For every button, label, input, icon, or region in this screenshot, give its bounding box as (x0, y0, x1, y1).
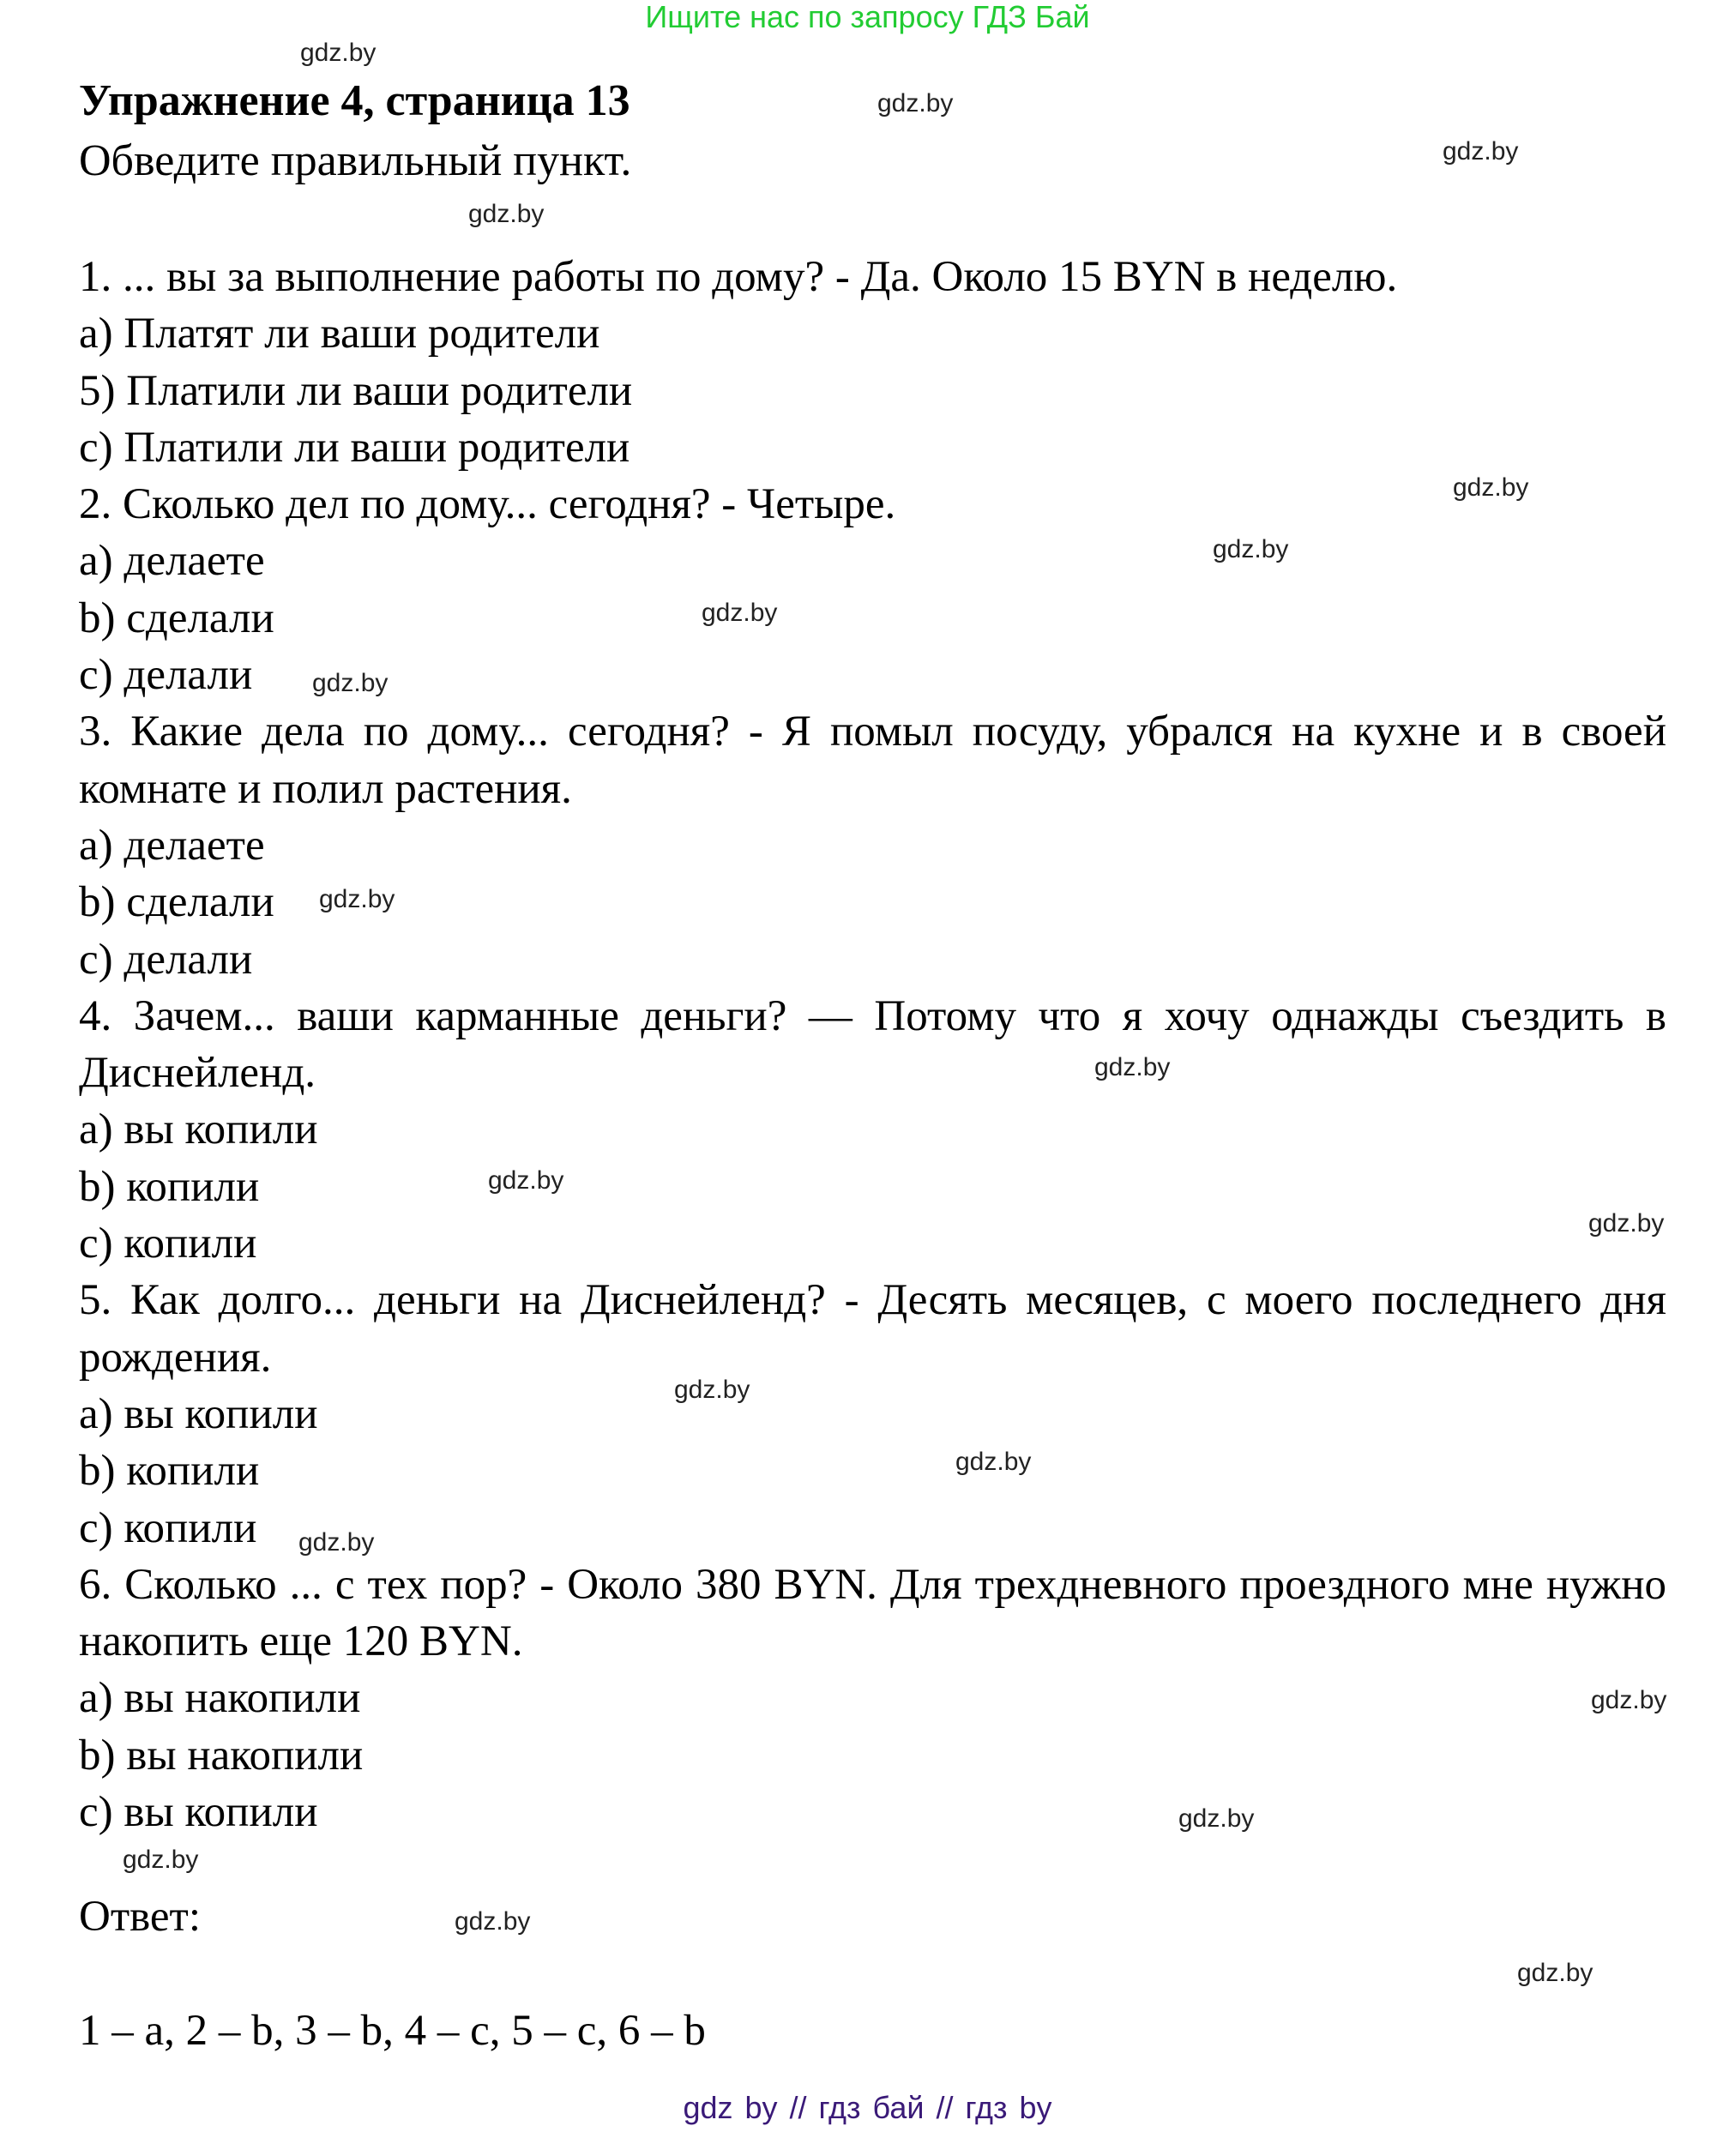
page-title: Упражнение 4, страница 13 (79, 76, 630, 125)
question-text: 6. Сколько ... с тех пор? - Около 380 BYN. Для трехдневного проездного мне нужно накопить еще 120 BYN. (79, 1560, 1666, 1666)
option-a: а) вы копили (79, 1389, 318, 1438)
watermark: gdz.by (1178, 1804, 1255, 1833)
option-c: с) копили (79, 1220, 257, 1268)
watermark: gdz.by (674, 1376, 750, 1404)
watermark: gdz.by (1213, 535, 1289, 563)
watermark: gdz.by (468, 200, 545, 228)
question-6 (79, 1557, 1666, 1840)
question-4 (79, 988, 1666, 1272)
option-b: b) сделали (79, 593, 274, 642)
question-text: 4. Зачем... ваши карманные деньги? — Потому что я хочу однажды съездить в Диснейленд. (79, 991, 1666, 1098)
option-b: b) копили (79, 1447, 260, 1496)
question-text: 2. Сколько дел по дому... сегодня? - Четыре. (79, 480, 896, 529)
watermark: gdz.by (488, 1166, 564, 1195)
watermark: gdz.by (877, 89, 954, 117)
watermark: gdz.by (1453, 473, 1529, 502)
watermark: gdz.by (1517, 1959, 1593, 1987)
question-5 (79, 1272, 1666, 1556)
question-text: 1. ... вы за выполнение работы по дому? - Да. Около 15 BYN в неделю. (79, 253, 1398, 301)
option-c: с) вы копили (79, 1788, 318, 1837)
option-c: с) делали (79, 935, 253, 984)
question-text: 5. Как долго... деньги на Диснейленд? - Десять месяцев, с моего последнего дня рождения. (79, 1276, 1666, 1382)
watermark: gdz.by (298, 1528, 375, 1557)
answer-label: Ответ: (79, 1893, 201, 1941)
option-c: с) Платили ли ваши родители (79, 423, 630, 472)
option-c: с) делали (79, 651, 253, 700)
option-a: а) делаете (79, 821, 265, 870)
watermark: gdz.by (312, 669, 389, 697)
answer-text: 1 – a, 2 – b, 3 – b, 4 – c, 5 – c, 6 – b (79, 2007, 706, 2055)
option-b: 5) Платили ли ваши родители (79, 366, 633, 415)
option-c: с) копили (79, 1503, 257, 1552)
question-text: 3. Какие дела по дому... сегодня? - Я помыл посуду, убрался на кухне и в своей комнате и полил растения. (79, 708, 1666, 813)
watermark: gdz.by (1588, 1209, 1665, 1238)
watermark: gdz.by (1443, 137, 1519, 166)
watermark: gdz.by (1591, 1686, 1667, 1714)
watermark: gdz.by (455, 1907, 531, 1936)
watermark: gdz.by (702, 599, 778, 627)
watermark: gdz.by (300, 39, 377, 67)
option-a: а) делаете (79, 537, 265, 586)
option-a: а) вы копили (79, 1105, 318, 1154)
question-3 (79, 703, 1666, 987)
option-a: а) вы накопили (79, 1674, 361, 1723)
watermark: gdz.by (1094, 1053, 1171, 1081)
watermark: gdz.by (955, 1448, 1032, 1476)
option-b: b) вы накопили (79, 1731, 364, 1780)
option-b: b) копили (79, 1162, 260, 1211)
watermark: gdz.by (123, 1846, 199, 1874)
option-b: b) сделали (79, 878, 274, 927)
questions-list (79, 249, 1666, 1840)
instruction: Обведите правильный пункт. (79, 136, 632, 185)
option-a: а) Платят ли ваши родители (79, 310, 600, 358)
watermark: gdz.by (319, 885, 395, 913)
footer-links: gdz by // гдз бай // гдз by (683, 2090, 1052, 2125)
question-1 (79, 249, 1666, 476)
search-banner: Ищите нас по запросу ГДЗ Бай (645, 0, 1090, 34)
